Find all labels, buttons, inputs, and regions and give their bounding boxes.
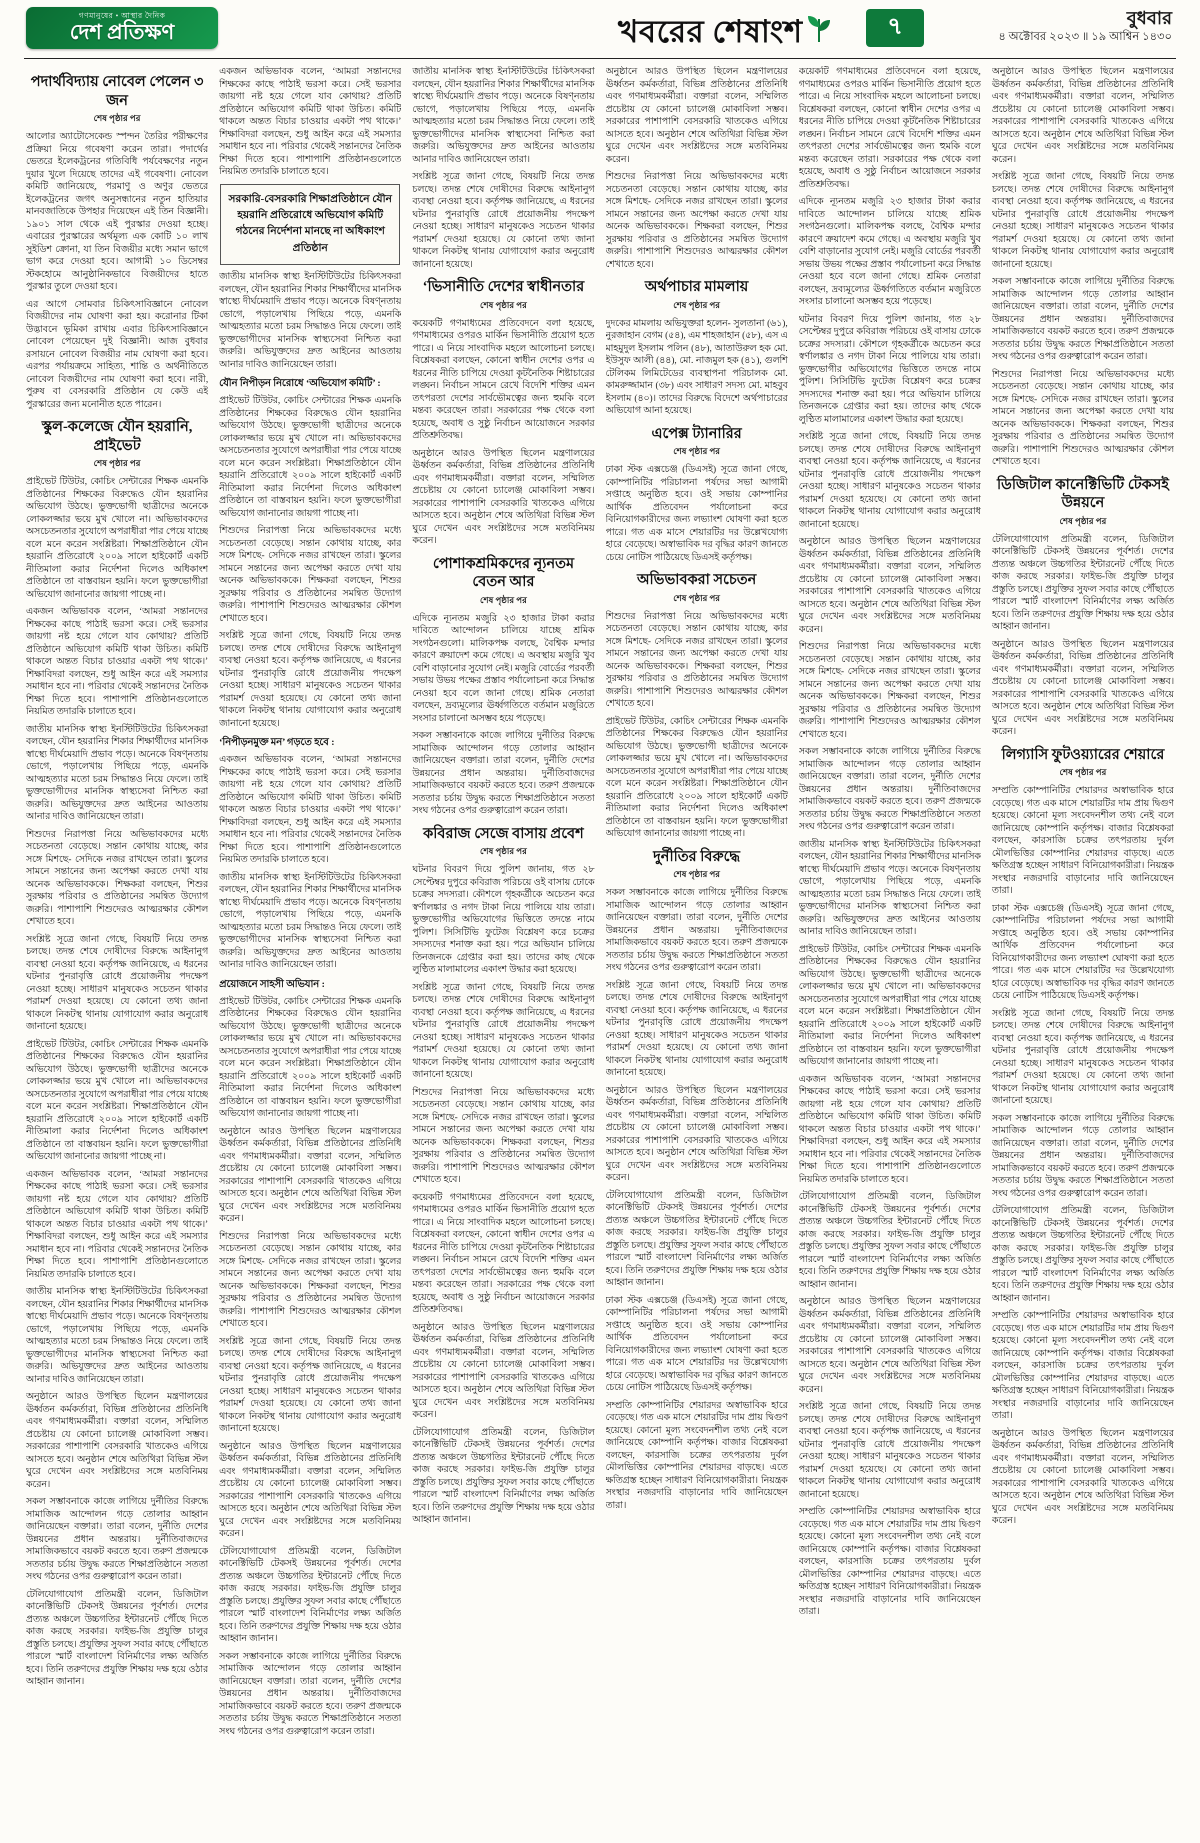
body-paragraph: অনুষ্ঠানে আরও উপস্থিত ছিলেন মন্ত্রণালয়ের ঊর্ধ্বতন কর্মকর্তারা, বিভিন্ন প্রতিষ্ঠানের প্রতিনিধি এবং গণমাধ্যমকর্মীরা। বক্তারা বলেন, সম্মিলিত প্রচেষ্টায় যে কোনো চ্যালেঞ্জ মোকাবিলা সম্ভব। সরকারের পাশাপাশি বেসরকারি খাতকেও এগিয়ে আসতে হবে। অনুষ্ঠান শেষে অতিথিরা বিভিন্ন স্টল ঘুরে দেখেন এবং সংশ্লিষ্টদের সঙ্গে মতবিনিময় করেন। bbox=[605, 67, 788, 165]
body-paragraph: শিশুদের নিরাপত্তা নিয়ে অভিভাবকদের মধ্যে সচেতনতা বেড়েছে। সন্তান কোথায় যাচ্ছে, কার সঙ্গে মিশছে- সেদিকে নজর রাখছেন তারা। স্কুলের সামনে সন্তানের জন্য অপেক্ষা করতে দেখা যায় অনেক অভিভাবককে। শিক্ষকরা বলছেন, শিশুর সুরক্ষায় পরিবার ও প্রতিষ্ঠানের সমন্বিত উদ্যোগ জরুরি। পাশাপাশি শিশুদেরও আত্মরক্ষার কৌশল শেখাতে হবে। bbox=[605, 611, 788, 710]
masthead-tagline: গণমানুষের • আস্থার দৈনিক bbox=[78, 11, 166, 21]
body-paragraph: সম্প্রতি কোম্পানিটির শেয়ারদর অস্বাভাবিক হারে বেড়েছে। গত এক মাসে শেয়ারটির দাম প্রায় দ্বিগুণ হয়েছে। কোনো মূল্য সংবেদনশীল তথ্য নেই বলে জানিয়েছে কোম্পানি কর্তৃপক্ষ। বাজার বিশ্লেষকরা বলছেন, কারসাজি চক্রের তৎপরতায় দুর্বল মৌলভিত্তির কোম্পানির শেয়ারদর বাড়ছে। এতে ক্ষতিগ্রস্ত হচ্ছেন সাধারণ বিনিয়োগকারীরা। নিয়ন্ত্রক সংস্থার নজরদারি বাড়ানোর দাবি জানিয়েছেন তারা। bbox=[798, 1507, 981, 1617]
body-paragraph: সকল সম্ভাবনাকে কাজে লাগিয়ে দুর্নীতির বিরুদ্ধে সামাজিক আন্দোলন গড়ে তোলার আহ্বান জানিয়েছেন বক্তারা। তারা বলেন, দুর্নীতি দেশের উন্নয়নের প্রধান অন্তরায়। দুর্নীতিবাজদের সামাজিকভাবে বয়কট করতে হবে। তরুণ প্রজন্মকে সততার চর্চায় উদ্বুদ্ধ করতে শিক্ষাপ্রতিষ্ঠানে সততা সংঘ গঠনের ওপর গুরুত্বারোপ করেন তারা। bbox=[219, 1651, 402, 1737]
body-paragraph: অনুষ্ঠানে আরও উপস্থিত ছিলেন মন্ত্রণালয়ের ঊর্ধ্বতন কর্মকর্তারা, বিভিন্ন প্রতিষ্ঠানের প্রতিনিধি এবং গণমাধ্যমকর্মীরা। বক্তারা বলেন, সম্মিলিত প্রচেষ্টায় যে কোনো চ্যালেঞ্জ মোকাবিলা সম্ভব। সরকারের পাশাপাশি বেসরকারি খাতকেও এগিয়ে আসতে হবে। অনুষ্ঠান শেষে অতিথিরা বিভিন্ন স্টল ঘুরে দেখেন এবং সংশ্লিষ্টদের সঙ্গে মতবিনিময় করেন। bbox=[412, 448, 595, 547]
body-paragraph: সকল সম্ভাবনাকে কাজে লাগিয়ে দুর্নীতির বিরুদ্ধে সামাজিক আন্দোলন গড়ে তোলার আহ্বান জানিয়েছেন বক্তারা। তারা বলেন, দুর্নীতি দেশের উন্নয়নের প্রধান অন্তরায়। দুর্নীতিবাজদের সামাজিকভাবে বয়কট করতে হবে। তরুণ প্রজন্মকে সততার চর্চায় উদ্বুদ্ধ করতে শিক্ষাপ্রতিষ্ঠানে সততা সংঘ গঠনের ওপর গুরুত্বারোপ করেন তারা। bbox=[412, 731, 595, 817]
continued-from-label: শেষ পৃষ্ঠার পর bbox=[673, 299, 721, 310]
body-paragraph: সংশ্লিষ্ট সূত্রে জানা গেছে, বিষয়টি নিয়ে তদন্ত চলছে। তদন্ত শেষে দোষীদের বিরুদ্ধে আইনানুগ ব্যবস্থা নেওয়া হবে। কর্তৃপক্ষ জানিয়েছে, এ ধরনের ঘটনার পুনরাবৃত্তি রোধে প্রয়োজনীয় পদক্ষেপ নেওয়া হচ্ছে। সাধারণ মানুষকেও সচেতন থাকার পরামর্শ দেওয়া হয়েছে। যে কোনো তথ্য জানা থাকলে নিকটস্থ থানায় যোগাযোগ করার অনুরোধ জানানো হয়েছে। bbox=[26, 934, 209, 1033]
continued-from-label: শেষ পৃষ্ঠার পর bbox=[93, 458, 141, 469]
body-paragraph: শিশুদের নিরাপত্তা নিয়ে অভিভাবকদের মধ্যে সচেতনতা বেড়েছে। সন্তান কোথায় যাচ্ছে, কার সঙ্গে মিশছে- সেদিকে নজর রাখছেন তারা। স্কুলের সামনে সন্তানের জন্য অপেক্ষা করতে দেখা যায় অনেক অভিভাবককে। শিক্ষকরা বলছেন, শিশুর সুরক্ষায় পরিবার ও প্রতিষ্ঠানের সমন্বিত উদ্যোগ জরুরি। পাশাপাশি শিশুদেরও আত্মরক্ষার কৌশল শেখাতে হবে। bbox=[991, 369, 1175, 467]
body-paragraph: সংশ্লিষ্ট সূত্রে জানা গেছে, বিষয়টি নিয়ে তদন্ত চলছে। তদন্ত শেষে দোষীদের বিরুদ্ধে আইনানুগ ব্যবস্থা নেওয়া হবে। কর্তৃপক্ষ জানিয়েছে, এ ধরনের ঘটনার পুনরাবৃত্তি রোধে প্রয়োজনীয় পদক্ষেপ নেওয়া হচ্ছে। সাধারণ মানুষকেও সচেতন থাকার পরামর্শ দেওয়া হয়েছে। যে কোনো তথ্য জানা থাকলে নিকটস্থ থানায় যোগাযোগ করার অনুরোধ জানানো হয়েছে। bbox=[798, 1402, 981, 1500]
body-paragraph: সকল সম্ভাবনাকে কাজে লাগিয়ে দুর্নীতির বিরুদ্ধে সামাজিক আন্দোলন গড়ে তোলার আহ্বান জানিয়েছেন বক্তারা। তারা বলেন, দুর্নীতি দেশের উন্নয়নের প্রধান অন্তরায়। দুর্নীতিবাজদের সামাজিকভাবে বয়কট করতে হবে। তরুণ প্রজন্মকে সততার চর্চায় উদ্বুদ্ধ করতে শিক্ষাপ্রতিষ্ঠানে সততা সংঘ গঠনের ওপর গুরুত্বারোপ করেন তারা। bbox=[605, 888, 788, 974]
body-paragraph: অনুষ্ঠানে আরও উপস্থিত ছিলেন মন্ত্রণালয়ের ঊর্ধ্বতন কর্মকর্তারা, বিভিন্ন প্রতিষ্ঠানের প্রতিনিধি এবং গণমাধ্যমকর্মীরা। বক্তারা বলেন, সম্মিলিত প্রচেষ্টায় যে কোনো চ্যালেঞ্জ মোকাবিলা সম্ভব। সরকারের পাশাপাশি বেসরকারি খাতকেও এগিয়ে আসতে হবে। অনুষ্ঠান শেষে অতিথিরা বিভিন্ন স্টল ঘুরে দেখেন এবং সংশ্লিষ্টদের সঙ্গে মতবিনিময় করেন। bbox=[991, 67, 1175, 165]
page-header bbox=[0, 0, 1200, 58]
article-columns bbox=[26, 66, 1174, 1837]
body-paragraph: প্রাইভেট টিউটর, কোচিং সেন্টারের শিক্ষক এমনকি প্রতিষ্ঠানের শিক্ষকের বিরুদ্ধেও যৌন হয়রানির অভিযোগ উঠছে। ভুক্তভোগী ছাত্রীদের অনেকে লোকলজ্জার ভয়ে মুখ খোলে না। অভিভাবকদের অসচেতনতার সুযোগে অপরাধীরা পার পেয়ে যাচ্ছে বলে মনে করেন সংশ্লিষ্টরা। শিক্ষাপ্রতিষ্ঠানে যৌন হয়রানি প্রতিরোধে ২০০৯ সালে হাইকোর্ট একটি নীতিমালা করার নির্দেশনা দিলেও অধিকাংশ প্রতিষ্ঠানে তা বাস্তবায়ন হয়নি। ফলে ভুক্তভোগীরা অভিযোগ জানানোর জায়গা পাচ্ছে না। bbox=[605, 716, 788, 840]
body-paragraph: আলোর অ্যাটোসেকেন্ড স্পন্দন তৈরির পরীক্ষণের প্রক্রিয়া নিয়ে গবেষণা করেন তারা। পদার্থের ভেতরে ইলেকট্রনের গতিবিধি পর্যবেক্ষণের নতুন দুয়ার খুলে দিয়েছে তাদের এই গবেষণা। নোবেল কমিটি জানিয়েছে, পরমাণু ও অণুর ভেতরে ইলেকট্রনের জগৎ অনুসন্ধানের নতুন হাতিয়ার মানবজাতিকে উপহার দিয়েছেন এই তিন বিজ্ঞানী। ১৯০১ সাল থেকে এই পুরস্কার দেওয়া হচ্ছে। এবারের পুরস্কারের অর্থমূল্য এক কোটি ১০ লাখ সুইডিশ ক্রোনা, যা তিন বিজয়ীর মধ্যে সমান ভাগে ভাগ করে দেওয়া হবে। আগামী ১০ ডিসেম্বর স্টকহোমে আনুষ্ঠানিকভাবে বিজয়ীদের হাতে পুরস্কার তুলে দেওয়া হবে। bbox=[26, 132, 209, 293]
body-paragraph: জাতীয় মানসিক স্বাস্থ্য ইনস্টিটিউটের চিকিৎসকরা বলছেন, যৌন হয়রানির শিকার শিক্ষার্থীদের মানসিক স্বাস্থ্যে দীর্ঘমেয়াদি প্রভাব পড়ে। অনেকে বিষণ্নতায় ভোগে, পড়ালেখায় পিছিয়ে পড়ে, এমনকি আত্মহত্যার মতো চরম সিদ্ধান্তও নিয়ে ফেলে। তাই ভুক্তভোগীদের মানসিক স্বাস্থ্যসেবা নিশ্চিত করা জরুরি। অভিযুক্তদের দ্রুত আইনের আওতায় আনার দাবিও জানিয়েছেন তারা। bbox=[26, 1287, 209, 1385]
continued-from-label: শেষ পৃষ্ঠার পর bbox=[1059, 767, 1107, 778]
continued-from-label: শেষ পৃষ্ঠার পর bbox=[480, 594, 527, 605]
body-paragraph: টেলিযোগাযোগ প্রতিমন্ত্রী বলেন, ডিজিটাল কানেক্টিভিটি টেকসই উন্নয়নের পূর্বশর্ত। দেশের প্রত্যন্ত অঞ্চলে উচ্চগতির ইন্টারনেট পৌঁছে দিতে কাজ করছে সরকার। ফাইভ-জি প্রযুক্তি চালুর প্রস্তুতি চলছে। প্রযুক্তির সুফল সবার কাছে পৌঁছাতে পারলে স্মার্ট বাংলাদেশ বিনির্মাণের লক্ষ্য অর্জিত হবে। তিনি তরুণদের প্রযুক্তি শিক্ষায় দক্ষ হয়ে ওঠার আহ্বান জানান। bbox=[219, 1546, 402, 1645]
body-paragraph: সকল সম্ভাবনাকে কাজে লাগিয়ে দুর্নীতির বিরুদ্ধে সামাজিক আন্দোলন গড়ে তোলার আহ্বান জানিয়েছেন বক্তারা। তারা বলেন, দুর্নীতি দেশের উন্নয়নের প্রধান অন্তরায়। দুর্নীতিবাজদের সামাজিকভাবে বয়কট করতে হবে। তরুণ প্রজন্মকে সততার চর্চায় উদ্বুদ্ধ করতে শিক্ষাপ্রতিষ্ঠানে সততা সংঘ গঠনের ওপর গুরুত্বারোপ করেন তারা। bbox=[798, 747, 981, 832]
article-headline: পোশাকশ্রমিকদের ন্যূনতম বেতন আর bbox=[432, 555, 575, 591]
body-paragraph: শিশুদের নিরাপত্তা নিয়ে অভিভাবকদের মধ্যে সচেতনতা বেড়েছে। সন্তান কোথায় যাচ্ছে, কার সঙ্গে মিশছে- সেদিকে নজর রাখছেন তারা। স্কুলের সামনে সন্তানের জন্য অপেক্ষা করতে দেখা যায় অনেক অভিভাবককে। শিক্ষকরা বলছেন, শিশুর সুরক্ষায় পরিবার ও প্রতিষ্ঠানের সমন্বিত উদ্যোগ জরুরি। পাশাপাশি শিশুদেরও আত্মরক্ষার কৌশল শেখাতে হবে। bbox=[26, 829, 209, 928]
continued-from-label: শেষ পৃষ্ঠার পর bbox=[93, 113, 141, 124]
body-paragraph: সংশ্লিষ্ট সূত্রে জানা গেছে, বিষয়টি নিয়ে তদন্ত চলছে। তদন্ত শেষে দোষীদের বিরুদ্ধে আইনানুগ ব্যবস্থা নেওয়া হবে। কর্তৃপক্ষ জানিয়েছে, এ ধরনের ঘটনার পুনরাবৃত্তি রোধে প্রয়োজনীয় পদক্ষেপ নেওয়া হচ্ছে। সাধারণ মানুষকেও সচেতন থাকার পরামর্শ দেওয়া হয়েছে। যে কোনো তথ্য জানা থাকলে নিকটস্থ থানায় যোগাযোগ করার অনুরোধ জানানো হয়েছে। bbox=[219, 631, 402, 729]
body-paragraph: একজন অভিভাবক বলেন, ‘আমরা সন্তানদের শিক্ষকের কাছে পাঠাই ভরসা করে। সেই ভরসার জায়গা নষ্ট হয়ে গেলে যাব কোথায়? প্রতিটি প্রতিষ্ঠানে অভিযোগ কমিটি থাকা উচিত। কমিটি থাকলে অন্তত বিচার চাওয়ার একটা পথ থাকে।’ শিক্ষাবিদরা বলছেন, শুধু আইন করে এই সমস্যার সমাধান হবে না। পরিবার থেকেই সন্তানদের নৈতিক শিক্ষা দিতে হবে। পাশাপাশি প্রতিষ্ঠানগুলোতে নিয়মিত তদারকি চালাতে হবে। bbox=[219, 67, 402, 177]
body-paragraph: এর আগে সোমবার চিকিৎসাবিজ্ঞানে নোবেল বিজয়ীদের নাম ঘোষণা করা হয়। করোনার টিকা উদ্ভাবনে ভূমিকা রাখায় এবার চিকিৎসাবিজ্ঞানে নোবেল পেয়েছেন দুই বিজ্ঞানী। আজ বুধবার রসায়নে নোবেল বিজয়ীর নাম ঘোষণা করা হবে। এরপর পর্যায়ক্রমে সাহিত্য, শান্তি ও অর্থনীতিতে নোবেল বিজয়ীদের নাম ঘোষণা করা হবে। নারী, পুরুষ বা বেসরকারি প্রতিষ্ঠান যে কেউ এই পুরস্কারের জন্য মনোনীত হতে পারেন। bbox=[26, 299, 209, 410]
date-block bbox=[998, 8, 1172, 45]
header-divider bbox=[24, 58, 1176, 59]
body-paragraph: শিশুদের নিরাপত্তা নিয়ে অভিভাবকদের মধ্যে সচেতনতা বেড়েছে। সন্তান কোথায় যাচ্ছে, কার সঙ্গে মিশছে- সেদিকে নজর রাখছেন তারা। স্কুলের সামনে সন্তানের জন্য অপেক্ষা করতে দেখা যায় অনেক অভিভাবককে। শিক্ষকরা বলছেন, শিশুর সুরক্ষায় পরিবার ও প্রতিষ্ঠানের সমন্বিত উদ্যোগ জরুরি। পাশাপাশি শিশুদেরও আত্মরক্ষার কৌশল শেখাতে হবে। bbox=[219, 1231, 402, 1330]
body-paragraph: টেলিযোগাযোগ প্রতিমন্ত্রী বলেন, ডিজিটাল কানেক্টিভিটি টেকসই উন্নয়নের পূর্বশর্ত। দেশের প্রত্যন্ত অঞ্চলে উচ্চগতির ইন্টারনেট পৌঁছে দিতে কাজ করছে সরকার। ফাইভ-জি প্রযুক্তি চালুর প্রস্তুতি চলছে। প্রযুক্তির সুফল সবার কাছে পৌঁছাতে পারলে স্মার্ট বাংলাদেশ বিনির্মাণের লক্ষ্য অর্জিত হবে। তিনি তরুণদের প্রযুক্তি শিক্ষায় দক্ষ হয়ে ওঠার আহ্বান জানান। bbox=[991, 534, 1175, 633]
column-4 bbox=[606, 66, 788, 1837]
body-paragraph: কয়েকটি গণমাধ্যমের প্রতিবেদনে বলা হয়েছে, গণমাধ্যমের ওপরও মার্কিন ভিসানীতি প্রয়োগ হতে পারে। এ নিয়ে সাংবাদিক মহলে আলোচনা চলছে। বিশ্লেষকরা বলছেন, কোনো স্বাধীন দেশের ওপর এ ধরনের নীতি চাপিয়ে দেওয়া কূটনৈতিক শিষ্টাচারের লঙ্ঘন। নির্বাচন সামনে রেখে বিদেশি শক্তির এমন তৎপরতা দেশের সার্বভৌমত্বের জন্য হুমকি বলে মন্তব্য করেছেন তারা। সরকারের পক্ষ থেকে বলা হয়েছে, অবাধ ও সুষ্ঠু নির্বাচন আয়োজনে সরকার প্রতিশ্রুতিবদ্ধ। bbox=[798, 67, 981, 190]
body-paragraph: একজন অভিভাবক বলেন, ‘আমরা সন্তানদের শিক্ষকের কাছে পাঠাই ভরসা করে। সেই ভরসার জায়গা নষ্ট হয়ে গেলে যাব কোথায়? প্রতিটি প্রতিষ্ঠানে অভিযোগ কমিটি থাকা উচিত। কমিটি থাকলে অন্তত বিচার চাওয়ার একটা পথ থাকে।’ শিক্ষাবিদরা বলছেন, শুধু আইন করে এই সমস্যার সমাধান হবে না। পরিবার থেকেই সন্তানদের নৈতিক শিক্ষা দিতে হবে। পাশাপাশি প্রতিষ্ঠানগুলোতে নিয়মিত তদারকি চালাতে হবে। bbox=[798, 1074, 981, 1185]
body-paragraph: ঢাকা স্টক এক্সচেঞ্জ (ডিএসই) সূত্রে জানা গেছে, কোম্পানিটির পরিচালনা পর্ষদের সভা আগামী সপ্তাহে অনুষ্ঠিত হবে। ওই সভায় কোম্পানির আর্থিক প্রতিবেদন পর্যালোচনা করে বিনিয়োগকারীদের জন্য লভ্যাংশ ঘোষণা করা হতে পারে। গত এক মাসে শেয়ারটির দর উল্লেখযোগ্য হারে বেড়েছে। অস্বাভাবিক দর বৃদ্ধির কারণ জানতে চেয়ে নোটিস পাঠিয়েছে ডিএসই কর্তৃপক্ষ। bbox=[991, 903, 1175, 1002]
column-5 bbox=[799, 66, 981, 1837]
body-paragraph: জাতীয় মানসিক স্বাস্থ্য ইনস্টিটিউটের চিকিৎসকরা বলছেন, যৌন হয়রানির শিকার শিক্ষার্থীদের মানসিক স্বাস্থ্যে দীর্ঘমেয়াদি প্রভাব পড়ে। অনেকে বিষণ্নতায় ভোগে, পড়ালেখায় পিছিয়ে পড়ে, এমনকি আত্মহত্যার মতো চরম সিদ্ধান্তও নিয়ে ফেলে। তাই ভুক্তভোগীদের মানসিক স্বাস্থ্যসেবা নিশ্চিত করা জরুরি। অভিযুক্তদের দ্রুত আইনের আওতায় আনার দাবিও জানিয়েছেন তারা। bbox=[412, 67, 595, 165]
continued-from-label: শেষ পৃষ্ঠার পর bbox=[673, 869, 721, 880]
body-paragraph: অনুষ্ঠানে আরও উপস্থিত ছিলেন মন্ত্রণালয়ের ঊর্ধ্বতন কর্মকর্তারা, বিভিন্ন প্রতিষ্ঠানের প্রতিনিধি এবং গণমাধ্যমকর্মীরা। বক্তারা বলেন, সম্মিলিত প্রচেষ্টায় যে কোনো চ্যালেঞ্জ মোকাবিলা সম্ভব। সরকারের পাশাপাশি বেসরকারি খাতকেও এগিয়ে আসতে হবে। অনুষ্ঠান শেষে অতিথিরা বিভিন্ন স্টল ঘুরে দেখেন এবং সংশ্লিষ্টদের সঙ্গে মতবিনিময় করেন। bbox=[991, 639, 1175, 738]
body-paragraph: সকল সম্ভাবনাকে কাজে লাগিয়ে দুর্নীতির বিরুদ্ধে সামাজিক আন্দোলন গড়ে তোলার আহ্বান জানিয়েছেন বক্তারা। তারা বলেন, দুর্নীতি দেশের উন্নয়নের প্রধান অন্তরায়। দুর্নীতিবাজদের সামাজিকভাবে বয়কট করতে হবে। তরুণ প্রজন্মকে সততার চর্চায় উদ্বুদ্ধ করতে শিক্ষাপ্রতিষ্ঠানে সততা সংঘ গঠনের ওপর গুরুত্বারোপ করেন তারা। bbox=[26, 1497, 209, 1583]
column-1 bbox=[26, 66, 208, 1837]
column-6 bbox=[992, 66, 1174, 1837]
page-number-badge: ৭ bbox=[866, 9, 924, 47]
continued-from-label: শেষ পৃষ্ঠার পর bbox=[673, 446, 721, 457]
body-paragraph: সংশ্লিষ্ট সূত্রে জানা গেছে, বিষয়টি নিয়ে তদন্ত চলছে। তদন্ত শেষে দোষীদের বিরুদ্ধে আইনানুগ ব্যবস্থা নেওয়া হবে। কর্তৃপক্ষ জানিয়েছে, এ ধরনের ঘটনার পুনরাবৃত্তি রোধে প্রয়োজনীয় পদক্ষেপ নেওয়া হচ্ছে। সাধারণ মানুষকেও সচেতন থাকার পরামর্শ দেওয়া হয়েছে। যে কোনো তথ্য জানা থাকলে নিকটস্থ থানায় যোগাযোগ করার অনুরোধ জানানো হয়েছে। bbox=[605, 980, 788, 1079]
date-line: ৪ অক্টোবর ২০২৩ ॥ ১৯ আশ্বিন ১৪৩০ bbox=[998, 30, 1172, 43]
body-paragraph: টেলিযোগাযোগ প্রতিমন্ত্রী বলেন, ডিজিটাল কানেক্টিভিটি টেকসই উন্নয়নের পূর্বশর্ত। দেশের প্রত্যন্ত অঞ্চলে উচ্চগতির ইন্টারনেট পৌঁছে দিতে কাজ করছে সরকার। ফাইভ-জি প্রযুক্তি চালুর প্রস্তুতি চলছে। প্রযুক্তির সুফল সবার কাছে পৌঁছাতে পারলে স্মার্ট বাংলাদেশ বিনির্মাণের লক্ষ্য অর্জিত হবে। তিনি তরুণদের প্রযুক্তি শিক্ষায় দক্ষ হয়ে ওঠার আহ্বান জানান। bbox=[605, 1190, 788, 1289]
body-paragraph: ঢাকা স্টক এক্সচেঞ্জ (ডিএসই) সূত্রে জানা গেছে, কোম্পানিটির পরিচালনা পর্ষদের সভা আগামী সপ্তাহে অনুষ্ঠিত হবে। ওই সভায় কোম্পানির আর্থিক প্রতিবেদন পর্যালোচনা করে বিনিয়োগকারীদের জন্য লভ্যাংশ ঘোষণা করা হতে পারে। গত এক মাসে শেয়ারটির দর উল্লেখযোগ্য হারে বেড়েছে। অস্বাভাবিক দর বৃদ্ধির কারণ জানতে চেয়ে নোটিস পাঠিয়েছে ডিএসই কর্তৃপক্ষ। bbox=[605, 1295, 788, 1394]
pull-quote-box: সরকারি-বেসরকারি শিক্ষাপ্রতিষ্ঠানে যৌন হয়রানি প্রতিরোধে অভিযোগ কমিটি গঠনের নির্দেশনা মানছে না অধিকাংশ প্রতিষ্ঠান bbox=[220, 184, 400, 266]
article-headline: ‘ভিসানীতি দেশের স্বাধীনতার bbox=[422, 279, 585, 295]
body-paragraph: অনুষ্ঠানে আরও উপস্থিত ছিলেন মন্ত্রণালয়ের ঊর্ধ্বতন কর্মকর্তারা, বিভিন্ন প্রতিষ্ঠানের প্রতিনিধি এবং গণমাধ্যমকর্মীরা। বক্তারা বলেন, সম্মিলিত প্রচেষ্টায় যে কোনো চ্যালেঞ্জ মোকাবিলা সম্ভব। সরকারের পাশাপাশি বেসরকারি খাতকেও এগিয়ে আসতে হবে। অনুষ্ঠান শেষে অতিথিরা বিভিন্ন স্টল ঘুরে দেখেন এবং সংশ্লিষ্টদের সঙ্গে মতবিনিময় করেন। bbox=[798, 1297, 981, 1395]
body-paragraph: অনুষ্ঠানে আরও উপস্থিত ছিলেন মন্ত্রণালয়ের ঊর্ধ্বতন কর্মকর্তারা, বিভিন্ন প্রতিষ্ঠানের প্রতিনিধি এবং গণমাধ্যমকর্মীরা। বক্তারা বলেন, সম্মিলিত প্রচেষ্টায় যে কোনো চ্যালেঞ্জ মোকাবিলা সম্ভব। সরকারের পাশাপাশি বেসরকারি খাতকেও এগিয়ে আসতে হবে। অনুষ্ঠান শেষে অতিথিরা বিভিন্ন স্টল ঘুরে দেখেন এবং সংশ্লিষ্টদের সঙ্গে মতবিনিময় করেন। bbox=[219, 1126, 402, 1225]
article-headline: অর্থপাচার মামলায় bbox=[644, 279, 749, 295]
article-headline: লিগ্যাসি ফুটওয়্যারের শেয়ারে bbox=[1001, 746, 1165, 763]
body-paragraph: সংশ্লিষ্ট সূত্রে জানা গেছে, বিষয়টি নিয়ে তদন্ত চলছে। তদন্ত শেষে দোষীদের বিরুদ্ধে আইনানুগ ব্যবস্থা নেওয়া হবে। কর্তৃপক্ষ জানিয়েছে, এ ধরনের ঘটনার পুনরাবৃত্তি রোধে প্রয়োজনীয় পদক্ষেপ নেওয়া হচ্ছে। সাধারণ মানুষকেও সচেতন থাকার পরামর্শ দেওয়া হয়েছে। যে কোনো তথ্য জানা থাকলে নিকটস্থ থানায় যোগাযোগ করার অনুরোধ জানানো হয়েছে। bbox=[412, 982, 595, 1081]
article-headline: দুর্নীতির বিরুদ্ধে bbox=[653, 848, 741, 865]
body-paragraph: টেলিযোগাযোগ প্রতিমন্ত্রী বলেন, ডিজিটাল কানেক্টিভিটি টেকসই উন্নয়নের পূর্বশর্ত। দেশের প্রত্যন্ত অঞ্চলে উচ্চগতির ইন্টারনেট পৌঁছে দিতে কাজ করছে সরকার। ফাইভ-জি প্রযুক্তি চালুর প্রস্তুতি চলছে। প্রযুক্তির সুফল সবার কাছে পৌঁছাতে পারলে স্মার্ট বাংলাদেশ বিনির্মাণের লক্ষ্য অর্জিত হবে। তিনি তরুণদের প্রযুক্তি শিক্ষায় দক্ষ হয়ে ওঠার আহ্বান জানান। bbox=[412, 1427, 595, 1526]
body-paragraph: সম্প্রতি কোম্পানিটির শেয়ারদর অস্বাভাবিক হারে বেড়েছে। গত এক মাসে শেয়ারটির দাম প্রায় দ্বিগুণ হয়েছে। কোনো মূল্য সংবেদনশীল তথ্য নেই বলে জানিয়েছে কোম্পানি কর্তৃপক্ষ। বাজার বিশ্লেষকরা বলছেন, কারসাজি চক্রের তৎপরতায় দুর্বল মৌলভিত্তির কোম্পানির শেয়ারদর বাড়ছে। এতে ক্ষতিগ্রস্ত হচ্ছেন সাধারণ বিনিয়োগকারীরা। নিয়ন্ত্রক সংস্থার নজরদারি বাড়ানোর দাবি জানিয়েছেন তারা। bbox=[605, 1400, 788, 1511]
body-paragraph: প্রাইভেট টিউটর, কোচিং সেন্টারের শিক্ষক এমনকি প্রতিষ্ঠানের শিক্ষকের বিরুদ্ধেও যৌন হয়রানির অভিযোগ উঠছে। ভুক্তভোগী ছাত্রীদের অনেকে লোকলজ্জার ভয়ে মুখ খোলে না। অভিভাবকদের অসচেতনতার সুযোগে অপরাধীরা পার পেয়ে যাচ্ছে বলে মনে করেন সংশ্লিষ্টরা। শিক্ষাপ্রতিষ্ঠানে যৌন হয়রানি প্রতিরোধে ২০০৯ সালে হাইকোর্ট একটি নীতিমালা করার নির্দেশনা দিলেও অধিকাংশ প্রতিষ্ঠানে তা বাস্তবায়ন হয়নি। ফলে ভুক্তভোগীরা অভিযোগ জানানোর জায়গা পাচ্ছে না। bbox=[798, 944, 981, 1067]
article-headline: কবিরাজ সেজে বাসায় প্রবেশ bbox=[423, 825, 584, 842]
body-paragraph: দুদকের মামলায় অভিযুক্তরা হলেন- সুলতানা (৬১), নুরজাহান বেগম (৫৪), এম শাহজাহান (৫৮), এস এ মাহমুদুল ইসলাম পলিন (৪৮), আতাউরুল হক মো. ইউসুফ আলী (৪৪), মো. নাজমুল হক (৪১), গুলশি টেলিকম লিমিটেডের ব্যবস্থাপনা পরিচালক মো. কামরুজ্জামান (৩৮) এবং সাধারণ সদস্য মো. মাহবুব ইসলাম (৪০)। তাদের বিরুদ্ধে বিদেশে অর্থপাচারের অভিযোগ আনা হয়েছে। bbox=[605, 318, 788, 417]
body-paragraph: সংশ্লিষ্ট সূত্রে জানা গেছে, বিষয়টি নিয়ে তদন্ত চলছে। তদন্ত শেষে দোষীদের বিরুদ্ধে আইনানুগ ব্যবস্থা নেওয়া হবে। কর্তৃপক্ষ জানিয়েছে, এ ধরনের ঘটনার পুনরাবৃত্তি রোধে প্রয়োজনীয় পদক্ষেপ নেওয়া হচ্ছে। সাধারণ মানুষকেও সচেতন থাকার পরামর্শ দেওয়া হয়েছে। যে কোনো তথ্য জানা থাকলে নিকটস্থ থানায় যোগাযোগ করার অনুরোধ জানানো হয়েছে। bbox=[219, 1336, 402, 1435]
body-paragraph: সংশ্লিষ্ট সূত্রে জানা গেছে, বিষয়টি নিয়ে তদন্ত চলছে। তদন্ত শেষে দোষীদের বিরুদ্ধে আইনানুগ ব্যবস্থা নেওয়া হবে। কর্তৃপক্ষ জানিয়েছে, এ ধরনের ঘটনার পুনরাবৃত্তি রোধে প্রয়োজনীয় পদক্ষেপ নেওয়া হচ্ছে। সাধারণ মানুষকেও সচেতন থাকার পরামর্শ দেওয়া হয়েছে। যে কোনো তথ্য জানা থাকলে নিকটস্থ থানায় যোগাযোগ করার অনুরোধ জানানো হয়েছে। bbox=[991, 172, 1175, 270]
body-paragraph: ঢাকা স্টক এক্সচেঞ্জ (ডিএসই) সূত্রে জানা গেছে, কোম্পানিটির পরিচালনা পর্ষদের সভা আগামী সপ্তাহে অনুষ্ঠিত হবে। ওই সভায় কোম্পানির আর্থিক প্রতিবেদন পর্যালোচনা করে বিনিয়োগকারীদের জন্য লভ্যাংশ ঘোষণা করা হতে পারে। গত এক মাসে শেয়ারটির দর উল্লেখযোগ্য হারে বেড়েছে। অস্বাভাবিক দর বৃদ্ধির কারণ জানতে চেয়ে নোটিস পাঠিয়েছে ডিএসই কর্তৃপক্ষ। bbox=[605, 465, 788, 563]
body-paragraph: ঘটনার বিবরণ দিয়ে পুলিশ জানায়, গত ২৮ সেপ্টেম্বর দুপুরে কবিরাজ পরিচয়ে ওই বাসায় ঢোকে চক্রের সদস্যরা। কৌশলে গৃহকর্ত্রীকে অচেতন করে স্বর্ণালঙ্কার ও নগদ টাকা নিয়ে পালিয়ে যায় তারা। ভুক্তভোগীর অভিযোগের ভিত্তিতে তদন্তে নামে পুলিশ। সিসিটিভি ফুটেজ বিশ্লেষণ করে চক্রের সদস্যদের শনাক্ত করা হয়। পরে অভিযান চালিয়ে তিনজনকে গ্রেপ্তার করা হয়। তাদের কাছ থেকে লুণ্ঠিত মালামালের একাংশ উদ্ধার করা হয়েছে। bbox=[412, 865, 595, 976]
article-subhead: প্রয়োজনে সাহসী অভিযান : bbox=[219, 978, 325, 990]
section-title: খবরের শেষাংশ bbox=[618, 14, 803, 49]
body-paragraph: অনুষ্ঠানে আরও উপস্থিত ছিলেন মন্ত্রণালয়ের ঊর্ধ্বতন কর্মকর্তারা, বিভিন্ন প্রতিষ্ঠানের প্রতিনিধি এবং গণমাধ্যমকর্মীরা। বক্তারা বলেন, সম্মিলিত প্রচেষ্টায় যে কোনো চ্যালেঞ্জ মোকাবিলা সম্ভব। সরকারের পাশাপাশি বেসরকারি খাতকেও এগিয়ে আসতে হবে। অনুষ্ঠান শেষে অতিথিরা বিভিন্ন স্টল ঘুরে দেখেন এবং সংশ্লিষ্টদের সঙ্গে মতবিনিময় করেন। bbox=[991, 1428, 1175, 1527]
body-paragraph: টেলিযোগাযোগ প্রতিমন্ত্রী বলেন, ডিজিটাল কানেক্টিভিটি টেকসই উন্নয়নের পূর্বশর্ত। দেশের প্রত্যন্ত অঞ্চলে উচ্চগতির ইন্টারনেট পৌঁছে দিতে কাজ করছে সরকার। ফাইভ-জি প্রযুক্তি চালুর প্রস্তুতি চলছে। প্রযুক্তির সুফল সবার কাছে পৌঁছাতে পারলে স্মার্ট বাংলাদেশ বিনির্মাণের লক্ষ্য অর্জিত হবে। তিনি তরুণদের প্রযুক্তি শিক্ষায় দক্ষ হয়ে ওঠার আহ্বান জানান। bbox=[798, 1192, 981, 1290]
body-paragraph: অনুষ্ঠানে আরও উপস্থিত ছিলেন মন্ত্রণালয়ের ঊর্ধ্বতন কর্মকর্তারা, বিভিন্ন প্রতিষ্ঠানের প্রতিনিধি এবং গণমাধ্যমকর্মীরা। বক্তারা বলেন, সম্মিলিত প্রচেষ্টায় যে কোনো চ্যালেঞ্জ মোকাবিলা সম্ভব। সরকারের পাশাপাশি বেসরকারি খাতকেও এগিয়ে আসতে হবে। অনুষ্ঠান শেষে অতিথিরা বিভিন্ন স্টল ঘুরে দেখেন এবং সংশ্লিষ্টদের সঙ্গে মতবিনিময় করেন। bbox=[605, 1085, 788, 1184]
article-headline: ডিজিটাল কানেক্টিভিটি টেকসই উন্নয়নে bbox=[997, 476, 1169, 512]
body-paragraph: একজন অভিভাবক বলেন, ‘আমরা সন্তানদের শিক্ষকের কাছে পাঠাই ভরসা করে। সেই ভরসার জায়গা নষ্ট হয়ে গেলে যাব কোথায়? প্রতিটি প্রতিষ্ঠানে অভিযোগ কমিটি থাকা উচিত। কমিটি থাকলে অন্তত বিচার চাওয়ার একটা পথ থাকে।’ শিক্ষাবিদরা বলছেন, শুধু আইন করে এই সমস্যার সমাধান হবে না। পরিবার থেকেই সন্তানদের নৈতিক শিক্ষা দিতে হবে। পাশাপাশি প্রতিষ্ঠানগুলোতে নিয়মিত তদারকি চালাতে হবে। bbox=[26, 607, 209, 718]
body-paragraph: অনুষ্ঠানে আরও উপস্থিত ছিলেন মন্ত্রণালয়ের ঊর্ধ্বতন কর্মকর্তারা, বিভিন্ন প্রতিষ্ঠানের প্রতিনিধি এবং গণমাধ্যমকর্মীরা। বক্তারা বলেন, সম্মিলিত প্রচেষ্টায় যে কোনো চ্যালেঞ্জ মোকাবিলা সম্ভব। সরকারের পাশাপাশি বেসরকারি খাতকেও এগিয়ে আসতে হবে। অনুষ্ঠান শেষে অতিথিরা বিভিন্ন স্টল ঘুরে দেখেন এবং সংশ্লিষ্টদের সঙ্গে মতবিনিময় করেন। bbox=[219, 1441, 402, 1540]
leaf-logo-icon bbox=[806, 13, 832, 43]
article-subhead: যৌন নিপীড়ন নিরোধে ‘অভিযোগ কমিটি’ : bbox=[219, 378, 381, 390]
article-headline: এপেক্স ট্যানারির bbox=[651, 425, 742, 442]
body-paragraph: প্রাইভেট টিউটর, কোচিং সেন্টারের শিক্ষক এমনকি প্রতিষ্ঠানের শিক্ষকের বিরুদ্ধেও যৌন হয়রানির অভিযোগ উঠছে। ভুক্তভোগী ছাত্রীদের অনেকে লোকলজ্জার ভয়ে মুখ খোলে না। অভিভাবকদের অসচেতনতার সুযোগে অপরাধীরা পার পেয়ে যাচ্ছে বলে মনে করেন সংশ্লিষ্টরা। শিক্ষাপ্রতিষ্ঠানে যৌন হয়রানি প্রতিরোধে ২০০৯ সালে হাইকোর্ট একটি নীতিমালা করার নির্দেশনা দিলেও অধিকাংশ প্রতিষ্ঠানে তা বাস্তবায়ন হয়নি। ফলে ভুক্তভোগীরা অভিযোগ জানানোর জায়গা পাচ্ছে না। bbox=[219, 996, 402, 1120]
body-paragraph: জাতীয় মানসিক স্বাস্থ্য ইনস্টিটিউটের চিকিৎসকরা বলছেন, যৌন হয়রানির শিকার শিক্ষার্থীদের মানসিক স্বাস্থ্যে দীর্ঘমেয়াদি প্রভাব পড়ে। অনেকে বিষণ্নতায় ভোগে, পড়ালেখায় পিছিয়ে পড়ে, এমনকি আত্মহত্যার মতো চরম সিদ্ধান্তও নিয়ে ফেলে। তাই ভুক্তভোগীদের মানসিক স্বাস্থ্যসেবা নিশ্চিত করা জরুরি। অভিযুক্তদের দ্রুত আইনের আওতায় আনার দাবিও জানিয়েছেন তারা। bbox=[219, 872, 402, 971]
body-paragraph: এদিকে ন্যূনতম মজুরি ২৩ হাজার টাকা করার দাবিতে আন্দোলন চালিয়ে যাচ্ছে শ্রমিক সংগঠনগুলো। মালিকপক্ষ বলছে, বৈশ্বিক মন্দার কারণে ক্রয়াদেশ কমে গেছে। এ অবস্থায় মজুরি খুব বেশি বাড়ানোর সুযোগ নেই। মজুরি বোর্ডের পরবর্তী সভায় উভয় পক্ষের প্রস্তাব পর্যালোচনা করে সিদ্ধান্ত নেওয়া হবে বলে জানা গেছে। শ্রমিক নেতারা বলছেন, দ্রব্যমূল্যের ঊর্ধ্বগতিতে বর্তমান মজুরিতে সংসার চালানো অসম্ভব হয়ে পড়েছে। bbox=[412, 613, 595, 724]
body-paragraph: শিশুদের নিরাপত্তা নিয়ে অভিভাবকদের মধ্যে সচেতনতা বেড়েছে। সন্তান কোথায় যাচ্ছে, কার সঙ্গে মিশছে- সেদিকে নজর রাখছেন তারা। স্কুলের সামনে সন্তানের জন্য অপেক্ষা করতে দেখা যায় অনেক অভিভাবককে। শিক্ষকরা বলছেন, শিশুর সুরক্ষায় পরিবার ও প্রতিষ্ঠানের সমন্বিত উদ্যোগ জরুরি। পাশাপাশি শিশুদেরও আত্মরক্ষার কৌশল শেখাতে হবে। bbox=[605, 172, 788, 270]
body-paragraph: টেলিযোগাযোগ প্রতিমন্ত্রী বলেন, ডিজিটাল কানেক্টিভিটি টেকসই উন্নয়নের পূর্বশর্ত। দেশের প্রত্যন্ত অঞ্চলে উচ্চগতির ইন্টারনেট পৌঁছে দিতে কাজ করছে সরকার। ফাইভ-জি প্রযুক্তি চালুর প্রস্তুতি চলছে। প্রযুক্তির সুফল সবার কাছে পৌঁছাতে পারলে স্মার্ট বাংলাদেশ বিনির্মাণের লক্ষ্য অর্জিত হবে। তিনি তরুণদের প্রযুক্তি শিক্ষায় দক্ষ হয়ে ওঠার আহ্বান জানান। bbox=[26, 1589, 209, 1688]
article-headline: অভিভাবকরা সচেতন bbox=[636, 572, 757, 589]
body-paragraph: অনুষ্ঠানে আরও উপস্থিত ছিলেন মন্ত্রণালয়ের ঊর্ধ্বতন কর্মকর্তারা, বিভিন্ন প্রতিষ্ঠানের প্রতিনিধি এবং গণমাধ্যমকর্মীরা। বক্তারা বলেন, সম্মিলিত প্রচেষ্টায় যে কোনো চ্যালেঞ্জ মোকাবিলা সম্ভব। সরকারের পাশাপাশি বেসরকারি খাতকেও এগিয়ে আসতে হবে। অনুষ্ঠান শেষে অতিথিরা বিভিন্ন স্টল ঘুরে দেখেন এবং সংশ্লিষ্টদের সঙ্গে মতবিনিময় করেন। bbox=[798, 537, 981, 635]
body-paragraph: শিশুদের নিরাপত্তা নিয়ে অভিভাবকদের মধ্যে সচেতনতা বেড়েছে। সন্তান কোথায় যাচ্ছে, কার সঙ্গে মিশছে- সেদিকে নজর রাখছেন তারা। স্কুলের সামনে সন্তানের জন্য অপেক্ষা করতে দেখা যায় অনেক অভিভাবককে। শিক্ষকরা বলছেন, শিশুর সুরক্ষায় পরিবার ও প্রতিষ্ঠানের সমন্বিত উদ্যোগ জরুরি। পাশাপাশি শিশুদেরও আত্মরক্ষার কৌশল শেখাতে হবে। bbox=[798, 642, 981, 740]
body-paragraph: একজন অভিভাবক বলেন, ‘আমরা সন্তানদের শিক্ষকের কাছে পাঠাই ভরসা করে। সেই ভরসার জায়গা নষ্ট হয়ে গেলে যাব কোথায়? প্রতিটি প্রতিষ্ঠানে অভিযোগ কমিটি থাকা উচিত। কমিটি থাকলে অন্তত বিচার চাওয়ার একটা পথ থাকে।’ শিক্ষাবিদরা বলছেন, শুধু আইন করে এই সমস্যার সমাধান হবে না। পরিবার থেকেই সন্তানদের নৈতিক শিক্ষা দিতে হবে। পাশাপাশি প্রতিষ্ঠানগুলোতে নিয়মিত তদারকি চালাতে হবে। bbox=[26, 1169, 209, 1280]
body-paragraph: একজন অভিভাবক বলেন, ‘আমরা সন্তানদের শিক্ষকের কাছে পাঠাই ভরসা করে। সেই ভরসার জায়গা নষ্ট হয়ে গেলে যাব কোথায়? প্রতিটি প্রতিষ্ঠানে অভিযোগ কমিটি থাকা উচিত। কমিটি থাকলে অন্তত বিচার চাওয়ার একটা পথ থাকে।’ শিক্ষাবিদরা বলছেন, শুধু আইন করে এই সমস্যার সমাধান হবে না। পরিবার থেকেই সন্তানদের নৈতিক শিক্ষা দিতে হবে। পাশাপাশি প্রতিষ্ঠানগুলোতে নিয়মিত তদারকি চালাতে হবে। bbox=[219, 755, 402, 866]
body-paragraph: প্রাইভেট টিউটর, কোচিং সেন্টারের শিক্ষক এমনকি প্রতিষ্ঠানের শিক্ষকের বিরুদ্ধেও যৌন হয়রানির অভিযোগ উঠছে। ভুক্তভোগী ছাত্রীদের অনেকে লোকলজ্জার ভয়ে মুখ খোলে না। অভিভাবকদের অসচেতনতার সুযোগে অপরাধীরা পার পেয়ে যাচ্ছে বলে মনে করেন সংশ্লিষ্টরা। শিক্ষাপ্রতিষ্ঠানে যৌন হয়রানি প্রতিরোধে ২০০৯ সালে হাইকোর্ট একটি নীতিমালা করার নির্দেশনা দিলেও অধিকাংশ প্রতিষ্ঠানে তা বাস্তবায়ন হয়নি। ফলে ভুক্তভোগীরা অভিযোগ জানানোর জায়গা পাচ্ছে না। bbox=[26, 477, 209, 600]
paper-name: দেশ প্রতিক্ষণ bbox=[69, 19, 175, 44]
body-paragraph: কয়েকটি গণমাধ্যমের প্রতিবেদনে বলা হয়েছে, গণমাধ্যমের ওপরও মার্কিন ভিসানীতি প্রয়োগ হতে পারে। এ নিয়ে সাংবাদিক মহলে আলোচনা চলছে। বিশ্লেষকরা বলছেন, কোনো স্বাধীন দেশের ওপর এ ধরনের নীতি চাপিয়ে দেওয়া কূটনৈতিক শিষ্টাচারের লঙ্ঘন। নির্বাচন সামনে রেখে বিদেশি শক্তির এমন তৎপরতা দেশের সার্বভৌমত্বের জন্য হুমকি বলে মন্তব্য করেছেন তারা। সরকারের পক্ষ থেকে বলা হয়েছে, অবাধ ও সুষ্ঠু নির্বাচন আয়োজনে সরকার প্রতিশ্রুতিবদ্ধ। bbox=[412, 1192, 595, 1316]
continued-from-label: শেষ পৃষ্ঠার পর bbox=[480, 299, 527, 310]
continued-from-label: শেষ পৃষ্ঠার পর bbox=[480, 846, 527, 857]
body-paragraph: প্রাইভেট টিউটর, কোচিং সেন্টারের শিক্ষক এমনকি প্রতিষ্ঠানের শিক্ষকের বিরুদ্ধেও যৌন হয়রানির অভিযোগ উঠছে। ভুক্তভোগী ছাত্রীদের অনেকে লোকলজ্জার ভয়ে মুখ খোলে না। অভিভাবকদের অসচেতনতার সুযোগে অপরাধীরা পার পেয়ে যাচ্ছে বলে মনে করেন সংশ্লিষ্টরা। শিক্ষাপ্রতিষ্ঠানে যৌন হয়রানি প্রতিরোধে ২০০৯ সালে হাইকোর্ট একটি নীতিমালা করার নির্দেশনা দিলেও অধিকাংশ প্রতিষ্ঠানে তা বাস্তবায়ন হয়নি। ফলে ভুক্তভোগীরা অভিযোগ জানানোর জায়গা পাচ্ছে না। bbox=[26, 1039, 209, 1163]
column-3 bbox=[412, 66, 594, 1837]
body-paragraph: কয়েকটি গণমাধ্যমের প্রতিবেদনে বলা হয়েছে, গণমাধ্যমের ওপরও মার্কিন ভিসানীতি প্রয়োগ হতে পারে। এ নিয়ে সাংবাদিক মহলে আলোচনা চলছে। বিশ্লেষকরা বলছেন, কোনো স্বাধীন দেশের ওপর এ ধরনের নীতি চাপিয়ে দেওয়া কূটনৈতিক শিষ্টাচারের লঙ্ঘন। নির্বাচন সামনে রেখে বিদেশি শক্তির এমন তৎপরতা দেশের সার্বভৌমত্বের জন্য হুমকি বলে মন্তব্য করেছেন তারা। সরকারের পক্ষ থেকে বলা হয়েছে, অবাধ ও সুষ্ঠু নির্বাচন আয়োজনে সরকার প্রতিশ্রুতিবদ্ধ। bbox=[412, 318, 595, 442]
weekday-label: বুধবার bbox=[1126, 8, 1172, 28]
article-subhead: ‘নিপীড়নমুক্ত মন’ গড়তে হবে : bbox=[219, 737, 335, 749]
body-paragraph: জাতীয় মানসিক স্বাস্থ্য ইনস্টিটিউটের চিকিৎসকরা বলছেন, যৌন হয়রানির শিকার শিক্ষার্থীদের মানসিক স্বাস্থ্যে দীর্ঘমেয়াদি প্রভাব পড়ে। অনেকে বিষণ্নতায় ভোগে, পড়ালেখায় পিছিয়ে পড়ে, এমনকি আত্মহত্যার মতো চরম সিদ্ধান্তও নিয়ে ফেলে। তাই ভুক্তভোগীদের মানসিক স্বাস্থ্যসেবা নিশ্চিত করা জরুরি। অভিযুক্তদের দ্রুত আইনের আওতায় আনার দাবিও জানিয়েছেন তারা। bbox=[219, 272, 402, 370]
continued-from-label: শেষ পৃষ্ঠার পর bbox=[1059, 515, 1107, 526]
body-paragraph: জাতীয় মানসিক স্বাস্থ্য ইনস্টিটিউটের চিকিৎসকরা বলছেন, যৌন হয়রানির শিকার শিক্ষার্থীদের মানসিক স্বাস্থ্যে দীর্ঘমেয়াদি প্রভাব পড়ে। অনেকে বিষণ্নতায় ভোগে, পড়ালেখায় পিছিয়ে পড়ে, এমনকি আত্মহত্যার মতো চরম সিদ্ধান্তও নিয়ে ফেলে। তাই ভুক্তভোগীদের মানসিক স্বাস্থ্যসেবা নিশ্চিত করা জরুরি। অভিযুক্তদের দ্রুত আইনের আওতায় আনার দাবিও জানিয়েছেন তারা। bbox=[798, 839, 981, 937]
body-paragraph: সংশ্লিষ্ট সূত্রে জানা গেছে, বিষয়টি নিয়ে তদন্ত চলছে। তদন্ত শেষে দোষীদের বিরুদ্ধে আইনানুগ ব্যবস্থা নেওয়া হবে। কর্তৃপক্ষ জানিয়েছে, এ ধরনের ঘটনার পুনরাবৃত্তি রোধে প্রয়োজনীয় পদক্ষেপ নেওয়া হচ্ছে। সাধারণ মানুষকেও সচেতন থাকার পরামর্শ দেওয়া হয়েছে। যে কোনো তথ্য জানা থাকলে নিকটস্থ থানায় যোগাযোগ করার অনুরোধ জানানো হয়েছে। bbox=[798, 432, 981, 530]
body-paragraph: সম্প্রতি কোম্পানিটির শেয়ারদর অস্বাভাবিক হারে বেড়েছে। গত এক মাসে শেয়ারটির দাম প্রায় দ্বিগুণ হয়েছে। কোনো মূল্য সংবেদনশীল তথ্য নেই বলে জানিয়েছে কোম্পানি কর্তৃপক্ষ। বাজার বিশ্লেষকরা বলছেন, কারসাজি চক্রের তৎপরতায় দুর্বল মৌলভিত্তির কোম্পানির শেয়ারদর বাড়ছে। এতে ক্ষতিগ্রস্ত হচ্ছেন সাধারণ বিনিয়োগকারীরা। নিয়ন্ত্রক সংস্থার নজরদারি বাড়ানোর দাবি জানিয়েছেন তারা। bbox=[991, 1311, 1175, 1422]
body-paragraph: শিশুদের নিরাপত্তা নিয়ে অভিভাবকদের মধ্যে সচেতনতা বেড়েছে। সন্তান কোথায় যাচ্ছে, কার সঙ্গে মিশছে- সেদিকে নজর রাখছেন তারা। স্কুলের সামনে সন্তানের জন্য অপেক্ষা করতে দেখা যায় অনেক অভিভাবককে। শিক্ষকরা বলছেন, শিশুর সুরক্ষায় পরিবার ও প্রতিষ্ঠানের সমন্বিত উদ্যোগ জরুরি। পাশাপাশি শিশুদেরও আত্মরক্ষার কৌশল শেখাতে হবে। bbox=[219, 526, 402, 624]
body-paragraph: সংশ্লিষ্ট সূত্রে জানা গেছে, বিষয়টি নিয়ে তদন্ত চলছে। তদন্ত শেষে দোষীদের বিরুদ্ধে আইনানুগ ব্যবস্থা নেওয়া হবে। কর্তৃপক্ষ জানিয়েছে, এ ধরনের ঘটনার পুনরাবৃত্তি রোধে প্রয়োজনীয় পদক্ষেপ নেওয়া হচ্ছে। সাধারণ মানুষকেও সচেতন থাকার পরামর্শ দেওয়া হয়েছে। যে কোনো তথ্য জানা থাকলে নিকটস্থ থানায় যোগাযোগ করার অনুরোধ জানানো হয়েছে। bbox=[412, 172, 595, 270]
body-paragraph: এদিকে ন্যূনতম মজুরি ২৩ হাজার টাকা করার দাবিতে আন্দোলন চালিয়ে যাচ্ছে শ্রমিক সংগঠনগুলো। মালিকপক্ষ বলছে, বৈশ্বিক মন্দার কারণে ক্রয়াদেশ কমে গেছে। এ অবস্থায় মজুরি খুব বেশি বাড়ানোর সুযোগ নেই। মজুরি বোর্ডের পরবর্তী সভায় উভয় পক্ষের প্রস্তাব পর্যালোচনা করে সিদ্ধান্ত নেওয়া হবে বলে জানা গেছে। শ্রমিক নেতারা বলছেন, দ্রব্যমূল্যের ঊর্ধ্বগতিতে বর্তমান মজুরিতে সংসার চালানো অসম্ভব হয়ে পড়েছে। bbox=[798, 197, 981, 307]
body-paragraph: শিশুদের নিরাপত্তা নিয়ে অভিভাবকদের মধ্যে সচেতনতা বেড়েছে। সন্তান কোথায় যাচ্ছে, কার সঙ্গে মিশছে- সেদিকে নজর রাখছেন তারা। স্কুলের সামনে সন্তানের জন্য অপেক্ষা করতে দেখা যায় অনেক অভিভাবককে। শিক্ষকরা বলছেন, শিশুর সুরক্ষায় পরিবার ও প্রতিষ্ঠানের সমন্বিত উদ্যোগ জরুরি। পাশাপাশি শিশুদেরও আত্মরক্ষার কৌশল শেখাতে হবে। bbox=[412, 1087, 595, 1186]
body-paragraph: সকল সম্ভাবনাকে কাজে লাগিয়ে দুর্নীতির বিরুদ্ধে সামাজিক আন্দোলন গড়ে তোলার আহ্বান জানিয়েছেন বক্তারা। তারা বলেন, দুর্নীতি দেশের উন্নয়নের প্রধান অন্তরায়। দুর্নীতিবাজদের সামাজিকভাবে বয়কট করতে হবে। তরুণ প্রজন্মকে সততার চর্চায় উদ্বুদ্ধ করতে শিক্ষাপ্রতিষ্ঠানে সততা সংঘ গঠনের ওপর গুরুত্বারোপ করেন তারা। bbox=[991, 277, 1175, 362]
body-paragraph: প্রাইভেট টিউটর, কোচিং সেন্টারের শিক্ষক এমনকি প্রতিষ্ঠানের শিক্ষকের বিরুদ্ধেও যৌন হয়রানির অভিযোগ উঠছে। ভুক্তভোগী ছাত্রীদের অনেকে লোকলজ্জার ভয়ে মুখ খোলে না। অভিভাবকদের অসচেতনতার সুযোগে অপরাধীরা পার পেয়ে যাচ্ছে বলে মনে করেন সংশ্লিষ্টরা। শিক্ষাপ্রতিষ্ঠানে যৌন হয়রানি প্রতিরোধে ২০০৯ সালে হাইকোর্ট একটি নীতিমালা করার নির্দেশনা দিলেও অধিকাংশ প্রতিষ্ঠানে তা বাস্তবায়ন হয়নি। ফলে ভুক্তভোগীরা অভিযোগ জানানোর জায়গা পাচ্ছে না। bbox=[219, 396, 402, 519]
column-2 bbox=[219, 66, 401, 1837]
body-paragraph: জাতীয় মানসিক স্বাস্থ্য ইনস্টিটিউটের চিকিৎসকরা বলছেন, যৌন হয়রানির শিকার শিক্ষার্থীদের মানসিক স্বাস্থ্যে দীর্ঘমেয়াদি প্রভাব পড়ে। অনেকে বিষণ্নতায় ভোগে, পড়ালেখায় পিছিয়ে পড়ে, এমনকি আত্মহত্যার মতো চরম সিদ্ধান্তও নিয়ে ফেলে। তাই ভুক্তভোগীদের মানসিক স্বাস্থ্যসেবা নিশ্চিত করা জরুরি। অভিযুক্তদের দ্রুত আইনের আওতায় আনার দাবিও জানিয়েছেন তারা। bbox=[26, 724, 209, 823]
article-headline: পদার্থবিদ্যায় নোবেল পেলেন ৩ জন bbox=[30, 74, 204, 109]
body-paragraph: সংশ্লিষ্ট সূত্রে জানা গেছে, বিষয়টি নিয়ে তদন্ত চলছে। তদন্ত শেষে দোষীদের বিরুদ্ধে আইনানুগ ব্যবস্থা নেওয়া হবে। কর্তৃপক্ষ জানিয়েছে, এ ধরনের ঘটনার পুনরাবৃত্তি রোধে প্রয়োজনীয় পদক্ষেপ নেওয়া হচ্ছে। সাধারণ মানুষকেও সচেতন থাকার পরামর্শ দেওয়া হয়েছে। যে কোনো তথ্য জানা থাকলে নিকটস্থ থানায় যোগাযোগ করার অনুরোধ জানানো হয়েছে। bbox=[991, 1008, 1175, 1107]
body-paragraph: ঘটনার বিবরণ দিয়ে পুলিশ জানায়, গত ২৮ সেপ্টেম্বর দুপুরে কবিরাজ পরিচয়ে ওই বাসায় ঢোকে চক্রের সদস্যরা। কৌশলে গৃহকর্ত্রীকে অচেতন করে স্বর্ণালঙ্কার ও নগদ টাকা নিয়ে পালিয়ে যায় তারা। ভুক্তভোগীর অভিযোগের ভিত্তিতে তদন্তে নামে পুলিশ। সিসিটিভি ফুটেজ বিশ্লেষণ করে চক্রের সদস্যদের শনাক্ত করা হয়। পরে অভিযান চালিয়ে তিনজনকে গ্রেপ্তার করা হয়। তাদের কাছ থেকে লুণ্ঠিত মালামালের একাংশ উদ্ধার করা হয়েছে। bbox=[798, 314, 981, 425]
body-paragraph: সম্প্রতি কোম্পানিটির শেয়ারদর অস্বাভাবিক হারে বেড়েছে। গত এক মাসে শেয়ারটির দাম প্রায় দ্বিগুণ হয়েছে। কোনো মূল্য সংবেদনশীল তথ্য নেই বলে জানিয়েছে কোম্পানি কর্তৃপক্ষ। বাজার বিশ্লেষকরা বলছেন, কারসাজি চক্রের তৎপরতায় দুর্বল মৌলভিত্তির কোম্পানির শেয়ারদর বাড়ছে। এতে ক্ষতিগ্রস্ত হচ্ছেন সাধারণ বিনিয়োগকারীরা। নিয়ন্ত্রক সংস্থার নজরদারি বাড়ানোর দাবি জানিয়েছেন তারা। bbox=[991, 786, 1175, 897]
body-paragraph: সকল সম্ভাবনাকে কাজে লাগিয়ে দুর্নীতির বিরুদ্ধে সামাজিক আন্দোলন গড়ে তোলার আহ্বান জানিয়েছেন বক্তারা। তারা বলেন, দুর্নীতি দেশের উন্নয়নের প্রধান অন্তরায়। দুর্নীতিবাজদের সামাজিকভাবে বয়কট করতে হবে। তরুণ প্রজন্মকে সততার চর্চায় উদ্বুদ্ধ করতে শিক্ষাপ্রতিষ্ঠানে সততা সংঘ গঠনের ওপর গুরুত্বারোপ করেন তারা। bbox=[991, 1113, 1175, 1199]
continued-from-label: শেষ পৃষ্ঠার পর bbox=[673, 592, 721, 603]
body-paragraph: টেলিযোগাযোগ প্রতিমন্ত্রী বলেন, ডিজিটাল কানেক্টিভিটি টেকসই উন্নয়নের পূর্বশর্ত। দেশের প্রত্যন্ত অঞ্চলে উচ্চগতির ইন্টারনেট পৌঁছে দিতে কাজ করছে সরকার। ফাইভ-জি প্রযুক্তি চালুর প্রস্তুতি চলছে। প্রযুক্তির সুফল সবার কাছে পৌঁছাতে পারলে স্মার্ট বাংলাদেশ বিনির্মাণের লক্ষ্য অর্জিত হবে। তিনি তরুণদের প্রযুক্তি শিক্ষায় দক্ষ হয়ে ওঠার আহ্বান জানান। bbox=[991, 1206, 1175, 1304]
body-paragraph: অনুষ্ঠানে আরও উপস্থিত ছিলেন মন্ত্রণালয়ের ঊর্ধ্বতন কর্মকর্তারা, বিভিন্ন প্রতিষ্ঠানের প্রতিনিধি এবং গণমাধ্যমকর্মীরা। বক্তারা বলেন, সম্মিলিত প্রচেষ্টায় যে কোনো চ্যালেঞ্জ মোকাবিলা সম্ভব। সরকারের পাশাপাশি বেসরকারি খাতকেও এগিয়ে আসতে হবে। অনুষ্ঠান শেষে অতিথিরা বিভিন্ন স্টল ঘুরে দেখেন এবং সংশ্লিষ্টদের সঙ্গে মতবিনিময় করেন। bbox=[412, 1322, 595, 1421]
article-headline: স্কুল-কলেজে যৌন হয়রানি, প্রাইভেট bbox=[41, 419, 193, 454]
body-paragraph: অনুষ্ঠানে আরও উপস্থিত ছিলেন মন্ত্রণালয়ের ঊর্ধ্বতন কর্মকর্তারা, বিভিন্ন প্রতিষ্ঠানের প্রতিনিধি এবং গণমাধ্যমকর্মীরা। বক্তারা বলেন, সম্মিলিত প্রচেষ্টায় যে কোনো চ্যালেঞ্জ মোকাবিলা সম্ভব। সরকারের পাশাপাশি বেসরকারি খাতকেও এগিয়ে আসতে হবে। অনুষ্ঠান শেষে অতিথিরা বিভিন্ন স্টল ঘুরে দেখেন এবং সংশ্লিষ্টদের সঙ্গে মতবিনিময় করেন। bbox=[26, 1392, 209, 1490]
masthead bbox=[26, 7, 218, 49]
